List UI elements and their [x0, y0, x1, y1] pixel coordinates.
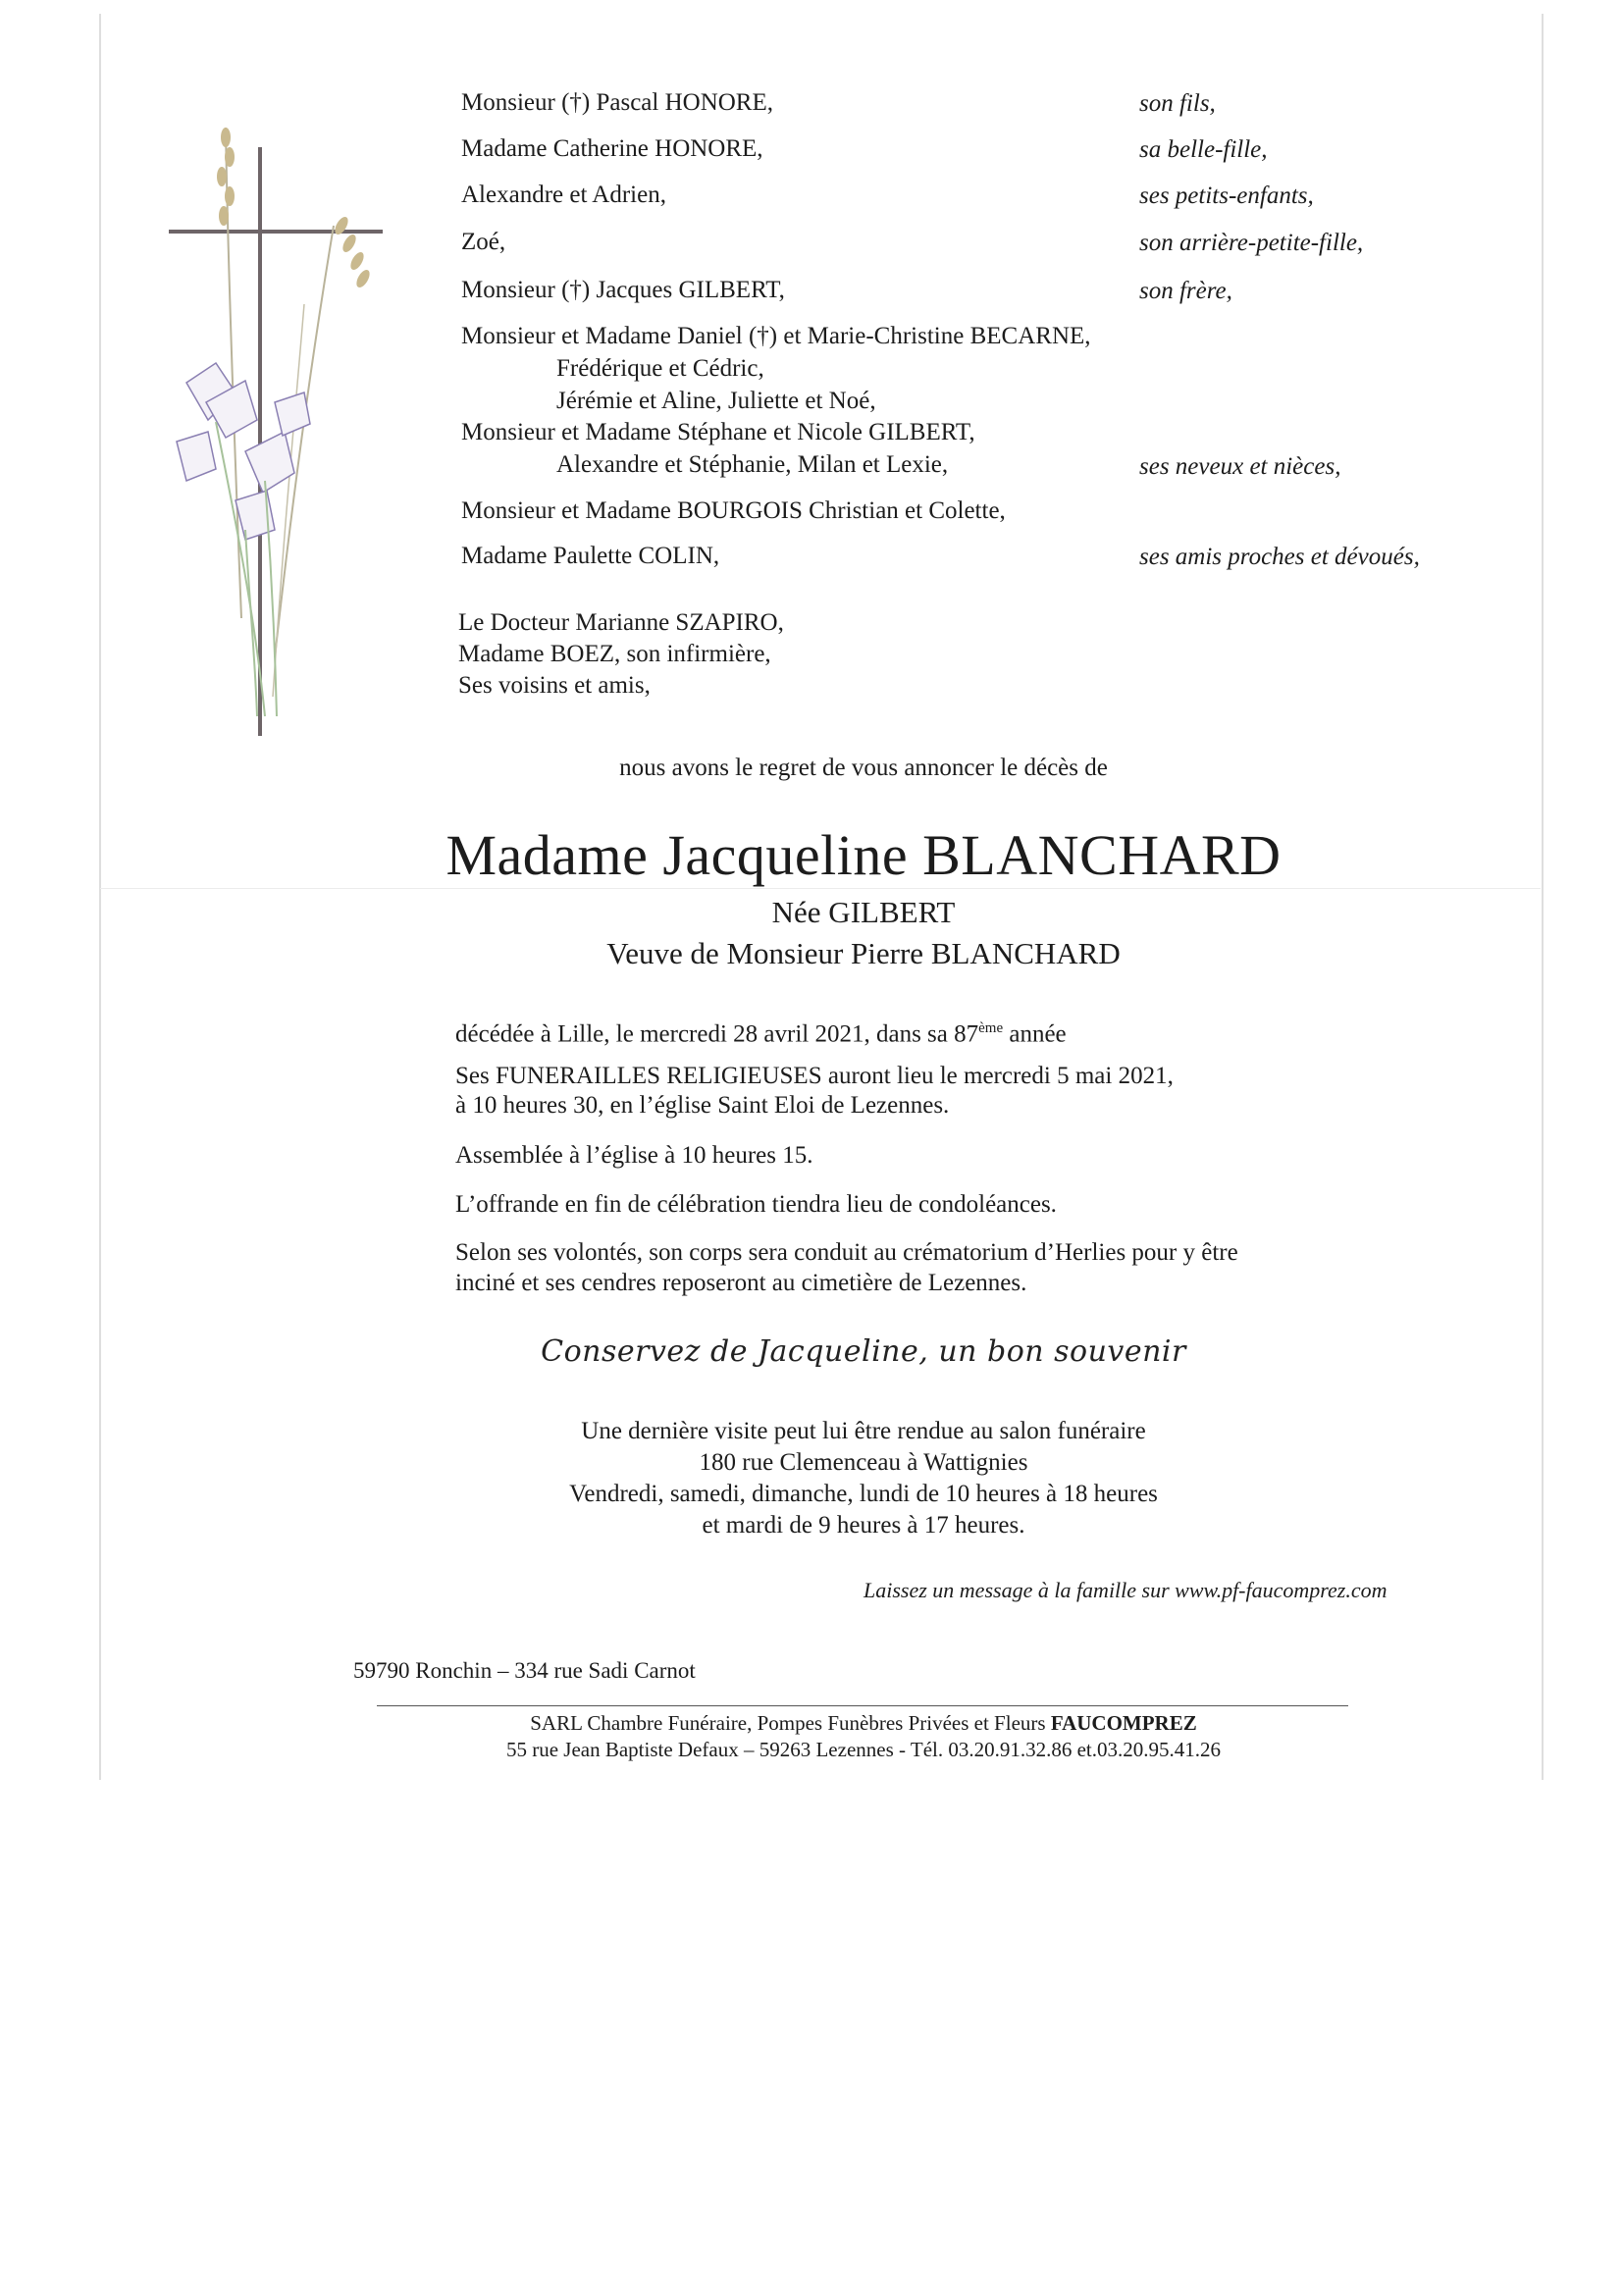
- funeral-line: Ses FUNERAILLES RELIGIEUSES auront lieu le mercredi 5 mai 2021,: [455, 1063, 1174, 1089]
- announcement-text: nous avons le regret de vous annoncer le décès de: [619, 755, 1108, 781]
- family-member-role: ses petits-enfants,: [1139, 183, 1314, 209]
- wishes-line: inciné et ses cendres reposeront au cimetière de Lezennes.: [455, 1270, 1027, 1296]
- assembly-line: Assemblée à l’église à 10 heures 15.: [455, 1142, 813, 1169]
- visit-line: 180 rue Clemenceau à Wattignies: [699, 1449, 1028, 1476]
- footer-company: SARL Chambre Funéraire, Pompes Funèbres Privées et Fleurs FAUCOMPREZ: [530, 1711, 1197, 1735]
- footer-contact: 55 rue Jean Baptiste Defaux – 59263 Lezennes - Tél. 03.20.91.32.86 et.03.20.95.41.26: [505, 1738, 1222, 1761]
- family-member-name: Madame Catherine HONORE,: [461, 135, 763, 162]
- death-date-line: décédée à Lille, le mercredi 28 avril 2021, dans sa 87ème année: [455, 1020, 1067, 1048]
- friends-line: Monsieur et Madame BOURGOIS Christian et Colette,: [461, 497, 1006, 524]
- visit-line: Vendredi, samedi, dimanche, lundi de 10 heures à 18 heures: [569, 1481, 1158, 1507]
- others-line: Madame BOEZ, son infirmière,: [458, 641, 771, 667]
- family-member-name: Alexandre et Adrien,: [461, 182, 666, 208]
- family-member-name: Monsieur (†) Jacques GILBERT,: [461, 277, 785, 303]
- deceased-maiden-name: Née GILBERT: [771, 895, 956, 929]
- fold-line: [100, 888, 1541, 889]
- others-line: Le Docteur Marianne SZAPIRO,: [458, 609, 784, 636]
- family-member-name: Zoé,: [461, 229, 506, 255]
- nephews-line: Monsieur et Madame Stéphane et Nicole GILBERT,: [461, 419, 975, 445]
- others-line: Ses voisins et amis,: [458, 672, 651, 699]
- family-member-role: sa belle-fille,: [1139, 136, 1268, 163]
- family-member-role: son arrière-petite-fille,: [1139, 230, 1364, 256]
- family-member-role: son frère,: [1139, 278, 1232, 304]
- nephews-line: Alexandre et Stéphanie, Milan et Lexie,: [556, 451, 949, 478]
- friends-role: ses amis proches et dévoués,: [1139, 544, 1420, 570]
- funeral-line: à 10 heures 30, en l’église Saint Eloi de Lezennes.: [455, 1092, 950, 1119]
- family-member-role: son fils,: [1139, 90, 1216, 117]
- deceased-widow-of: Veuve de Monsieur Pierre BLANCHARD: [606, 936, 1121, 970]
- wishes-line: Selon ses volontés, son corps sera conduit au crématorium d’Herlies pour y être: [455, 1239, 1238, 1266]
- memory-message: Conservez de Jacqueline, un bon souvenir: [541, 1334, 1186, 1369]
- family-member-name: Monsieur (†) Pascal HONORE,: [461, 89, 774, 116]
- deceased-name: Madame Jacqueline BLANCHARD: [445, 823, 1282, 887]
- nephews-line: Jérémie et Aline, Juliette et Noé,: [556, 388, 876, 414]
- visit-line: et mardi de 9 heures à 17 heures.: [702, 1512, 1025, 1539]
- offering-line: L’offrande en fin de célébration tiendra lieu de condoléances.: [455, 1191, 1057, 1218]
- nephews-line: Monsieur et Madame Daniel (†) et Marie-Christine BECARNE,: [461, 323, 1091, 349]
- cross-with-flowers-illustration: [147, 108, 383, 746]
- friends-line: Madame Paulette COLIN,: [461, 543, 720, 569]
- nephews-line: Frédérique et Cédric,: [556, 355, 764, 382]
- address-line: 59790 Ronchin – 334 rue Sadi Carnot: [353, 1658, 696, 1683]
- website-message: Laissez un message à la famille sur www.pf-faucomprez.com: [864, 1578, 1387, 1602]
- footer-rule: [377, 1705, 1348, 1706]
- nephews-role: ses neveux et nièces,: [1139, 453, 1341, 480]
- visit-line: Une dernière visite peut lui être rendue au salon funéraire: [581, 1418, 1146, 1444]
